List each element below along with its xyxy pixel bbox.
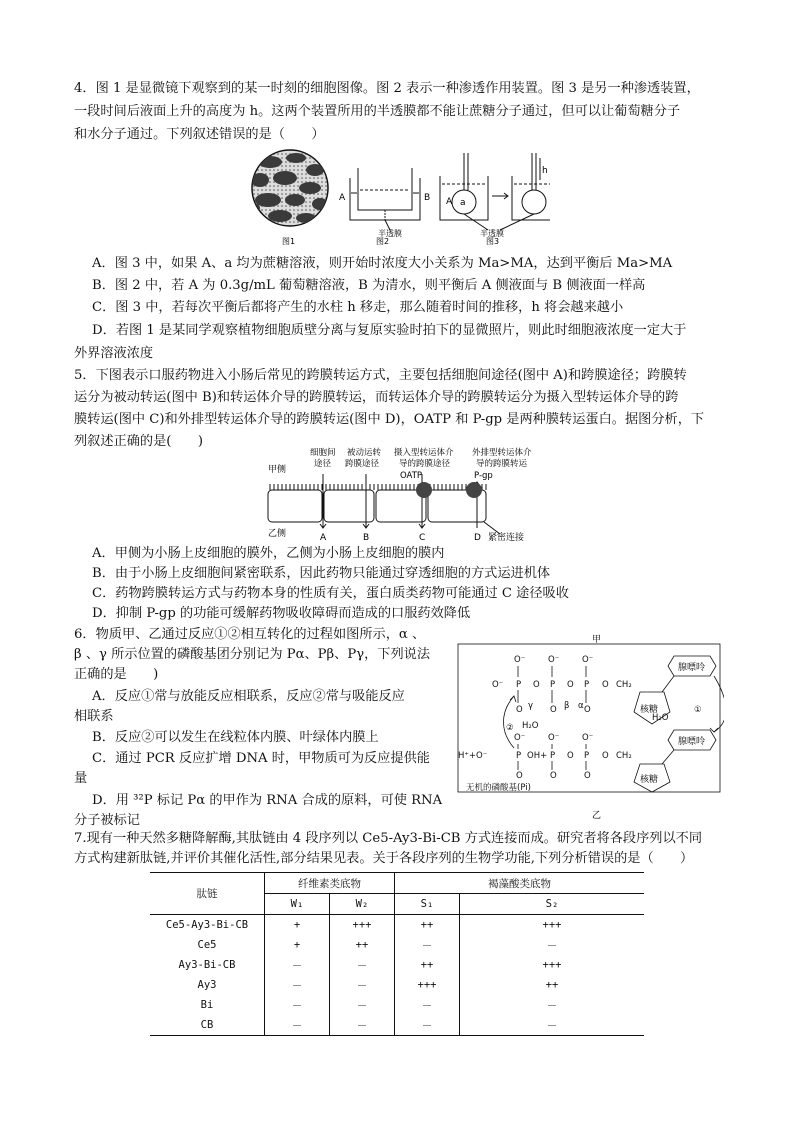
adp-o-minus-3: O⁻ — [582, 733, 594, 743]
h2o-left: H₂O — [522, 721, 539, 731]
q6-option-c-cont: 量 — [74, 771, 88, 786]
adenine-bottom-label: 腺嘌呤 — [678, 737, 706, 747]
col2-label-1: 被动运转 — [347, 448, 382, 458]
cell-s1: ++ — [395, 915, 460, 936]
q5-option-c: C．药物跨膜转运方式与药物本身的性质有关，蛋白质类药物可能通过 C 途径吸收 — [92, 586, 569, 601]
q4-figure — [240, 148, 550, 248]
adp-p-2: P — [584, 751, 590, 761]
tight-junction-label: 紧密连接 — [488, 533, 525, 543]
atp-o-left: O⁻ — [492, 680, 504, 690]
cell-w1: + — [265, 915, 330, 936]
col1-label-1: 细胞间 — [310, 448, 336, 458]
fig3-label-h: h — [542, 166, 548, 176]
fig1-micrograph — [248, 150, 328, 226]
cell-w2: － — [330, 995, 395, 1015]
side-jia: 甲侧 — [268, 465, 287, 475]
pi-caption: 无机的磷酸基(Pi) — [466, 783, 531, 793]
table-row — [150, 1015, 644, 1036]
q5-stem-line3: 膜转运(图中 C)和外排型转运体介导的跨膜转运(图中 D)，OATP 和 P-gp 是两种膜转运蛋白。据图分析，下 — [74, 412, 705, 427]
path-C: C — [419, 533, 426, 543]
q5-figure — [262, 446, 562, 546]
header-w1: W₁ — [265, 894, 330, 915]
adp-o-b2: O — [550, 771, 557, 781]
header-alginate: 褐藻酸类底物 — [395, 873, 645, 894]
header-peptide: 肽链 — [150, 873, 265, 915]
q6-stem-line2: β 、γ 所示位置的磷酸基团分别记为 Pα、Pβ、Pγ，下列说法 — [74, 647, 431, 662]
q7-stem-line1: 7.现有一种天然多糖降解酶,其肽链由 4 段序列以 Ce5-Ay3-Bi-CB 方式连接而成。研究者将各段序列以不同 — [74, 831, 703, 846]
cell-w1: + — [265, 935, 330, 955]
cell-s1: － — [395, 1015, 460, 1036]
table-row — [150, 955, 644, 975]
fig1-caption: 图1 — [282, 237, 296, 246]
atp-o-minus-3: O⁻ — [582, 655, 594, 665]
cell-w2: － — [330, 975, 395, 995]
adp-o-minus-2: O⁻ — [548, 733, 560, 743]
q4-stem-line1: 4．图 1 是显微镜下观察到的某一时刻的细胞图像。图 2 表示一种渗透作用装置。图 3 是另一种渗透装置， — [74, 81, 700, 96]
adp-p-1: P — [550, 751, 556, 761]
oatp-protein — [416, 482, 432, 498]
path-D: D — [474, 533, 481, 543]
col2-label-2: 跨膜途径 — [345, 459, 380, 469]
pgp-label: P-gp — [474, 471, 493, 481]
cell-w2: － — [330, 955, 395, 975]
table-row — [150, 915, 644, 936]
adp-o-b3: O — [584, 771, 591, 781]
cell-w1: － — [265, 995, 330, 1015]
adp-o-minus-1: O⁻ — [514, 733, 526, 743]
fig2-u-tube — [350, 168, 420, 230]
cell-s2: － — [460, 1015, 645, 1036]
atp-o-3: O — [602, 680, 609, 690]
side-yi: 乙侧 — [268, 529, 287, 539]
q4-stem-line2: 一段时间后液面上升的高度为 h。这两个装置所用的半透膜都不能让蔗糖分子通过，但可以让葡萄糖分子 — [74, 104, 681, 119]
ribose-bottom-label: 核糖 — [640, 775, 659, 785]
cell-s1: +++ — [395, 975, 460, 995]
col3-label-2: 导的跨膜途径 — [399, 459, 451, 469]
ribose-top-label: 核糖 — [640, 705, 659, 715]
header-cellulose: 纤维素类底物 — [265, 873, 395, 894]
q4-option-a: A．图 3 中，如果 A、a 均为蔗糖溶液，则开始时浓度大小关系为 Ma>MA，达到平衡后 Ma>MA — [92, 256, 673, 271]
atp-o-b3: O — [584, 705, 591, 715]
header-w2: W₂ — [330, 894, 395, 915]
row-name: Ay3 — [197, 979, 217, 991]
atp-o-minus-1: O⁻ — [514, 655, 526, 665]
label-yi: 乙 — [592, 811, 602, 821]
adp-o-1: O — [567, 751, 574, 761]
cell-s2: +++ — [460, 955, 645, 975]
row-name: CB — [150, 1015, 265, 1036]
h2o-right: H₂O — [652, 713, 669, 723]
cell-w1: － — [265, 1015, 330, 1036]
cell-s2: ++ — [460, 975, 645, 995]
adenine-top-label: 腺嘌呤 — [678, 663, 706, 673]
q6-option-d-cont: 分子被标记 — [74, 813, 140, 828]
pi-oh: OH+ — [527, 751, 548, 761]
atp-o-b2: O — [550, 705, 557, 715]
adp-o-b1: O — [516, 771, 523, 781]
q6-option-d: D．用 ³²P 标记 Pα 的甲作为 RNA 合成的原料，可使 RNA — [92, 793, 443, 808]
q6-stem-line3: 正确的是 ) — [74, 667, 159, 682]
cell-s2: +++ — [460, 915, 645, 936]
q6-option-c: C．通过 PCR 反应扩增 DNA 时，甲物质可为反应提供能 — [92, 751, 430, 766]
col4-label-1: 外排型转运体介 — [472, 448, 532, 458]
atp-ch2: CH₂ — [616, 680, 632, 690]
table-row — [150, 975, 644, 995]
atp-p-gamma: P — [516, 680, 522, 690]
microvilli — [270, 484, 486, 490]
q6-atp-diagram — [452, 632, 724, 822]
q4-option-d-cont: 外界溶液浓度 — [74, 346, 154, 361]
col4-label-2: 导的跨膜转运 — [476, 459, 528, 469]
header-s2: S₂ — [460, 894, 645, 915]
cell-s1: － — [395, 995, 460, 1015]
q6-option-a-cont: 相联系 — [74, 709, 114, 724]
path-A: A — [320, 533, 327, 543]
row-name: Ce5 — [197, 939, 217, 951]
cell-w1: － — [265, 975, 330, 995]
table-row — [150, 995, 644, 1015]
cell-w2: ++ — [330, 935, 395, 955]
fig3-label-a: a — [460, 198, 466, 208]
oatp-label: OATP — [400, 471, 423, 481]
atp-p-beta: P — [550, 680, 556, 690]
path-B: B — [363, 533, 370, 543]
epithelial-cells — [268, 490, 486, 522]
fig2-label-A: A — [339, 193, 346, 203]
cell-w2: － — [330, 1015, 395, 1036]
row-name: Bi — [200, 999, 214, 1011]
label-jia: 甲 — [592, 635, 602, 645]
cell-s2: － — [460, 935, 645, 955]
q7-results-table — [150, 872, 644, 1036]
cell-s2: － — [460, 995, 645, 1015]
cell-s1: － — [395, 935, 460, 955]
atp-o-2: O — [567, 680, 574, 690]
fig3-membrane-label: 半透膜 — [480, 229, 504, 238]
q6-stem-line1: 6．物质甲、乙通过反应①②相互转化的过程如图所示，α 、 — [74, 627, 426, 642]
fig3-caption: 图3 — [486, 237, 500, 246]
fig2-membrane-label: 半透膜 — [378, 229, 402, 238]
row-name: Ay3-Bi-CB — [178, 959, 236, 971]
q7-stem-line2: 方式构建新肽链,并评价其催化活性,部分结果见表。关于各段序列的生物学功能,下列分析错误的是（ ） — [74, 851, 694, 866]
row-name: Ce5-Ay3-Bi-CB — [165, 919, 249, 931]
hplus-label: H⁺+O⁻ — [458, 751, 488, 761]
reaction-1-label: ① — [694, 705, 702, 715]
adp-o-2: O — [602, 751, 609, 761]
atp-o-b1: O — [516, 705, 523, 715]
atp-p-alpha: P — [584, 680, 590, 690]
fig3-label-A: A — [446, 197, 453, 207]
atp-o-minus-2: O⁻ — [548, 655, 560, 665]
q4-option-d: D．若图 1 是某同学观察植物细胞质壁分离与复原实验时拍下的显微照片，则此时细胞液浓度一定大于 — [92, 323, 687, 338]
q5-option-d: D．抑制 P-gp 的功能可缓解药物吸收障碍而造成的口服药效降低 — [92, 606, 471, 621]
q6-option-b: B．反应②可以发生在线粒体内膜、叶绿体内膜上 — [92, 730, 379, 745]
fig2-caption: 图2 — [376, 237, 390, 246]
q5-stem-line2: 运分为被动转运(图中 B)和转运体介导的跨膜转运，而转运体介导的跨膜转运分为摄入型转运体介导的跨 — [74, 390, 679, 405]
cell-s1: ++ — [395, 955, 460, 975]
label-beta: β — [564, 701, 570, 711]
col3-label-1: 摄入型转运体介 — [394, 448, 454, 458]
adp-ch2: CH₂ — [616, 751, 632, 761]
q4-stem-line3: 和水分子通过。下列叙述错误的是（ ） — [74, 127, 325, 142]
pi-p: P — [516, 751, 522, 761]
q5-option-b: B．由于小肠上皮细胞间紧密联系，因此药物只能通过穿透细胞的方式运进机体 — [92, 566, 551, 581]
q5-option-a: A．甲侧为小肠上皮细胞的膜外，乙侧为小肠上皮细胞的膜内 — [92, 546, 445, 561]
fig2-label-B: B — [424, 193, 431, 203]
col1-label-2: 途径 — [314, 459, 332, 469]
q4-option-b: B．图 2 中，若 A 为 0.3g/mL 葡萄糖溶液，B 为清水，则平衡后 A 侧液面与 B 侧液面一样高 — [92, 278, 646, 293]
cell-w1: － — [265, 955, 330, 975]
cell-w2: +++ — [330, 915, 395, 936]
header-s1: S₁ — [395, 894, 460, 915]
q5-stem-line4: 列叙述正确的是( ) — [74, 434, 203, 449]
q4-option-c: C．图 3 中，若每次平衡后都将产生的水柱 h 移走，那么随着时间的推移，h 将会越来越小 — [92, 300, 624, 315]
q6-option-a: A．反应①常与放能反应相联系，反应②常与吸能反应 — [92, 689, 405, 704]
reaction-2-label: ② — [506, 723, 514, 733]
fig3-beakers — [440, 153, 550, 230]
atp-o-1: O — [533, 680, 540, 690]
table-row — [150, 935, 644, 955]
q5-stem-line1: 5．下图表示口服药物进入小肠后常见的跨膜转运方式，主要包括细胞间途径(图中 A)和跨膜途径；跨膜转 — [74, 368, 687, 383]
pgp-protein — [466, 482, 482, 498]
label-gamma: γ — [528, 701, 534, 711]
label-alpha: α — [578, 701, 584, 711]
